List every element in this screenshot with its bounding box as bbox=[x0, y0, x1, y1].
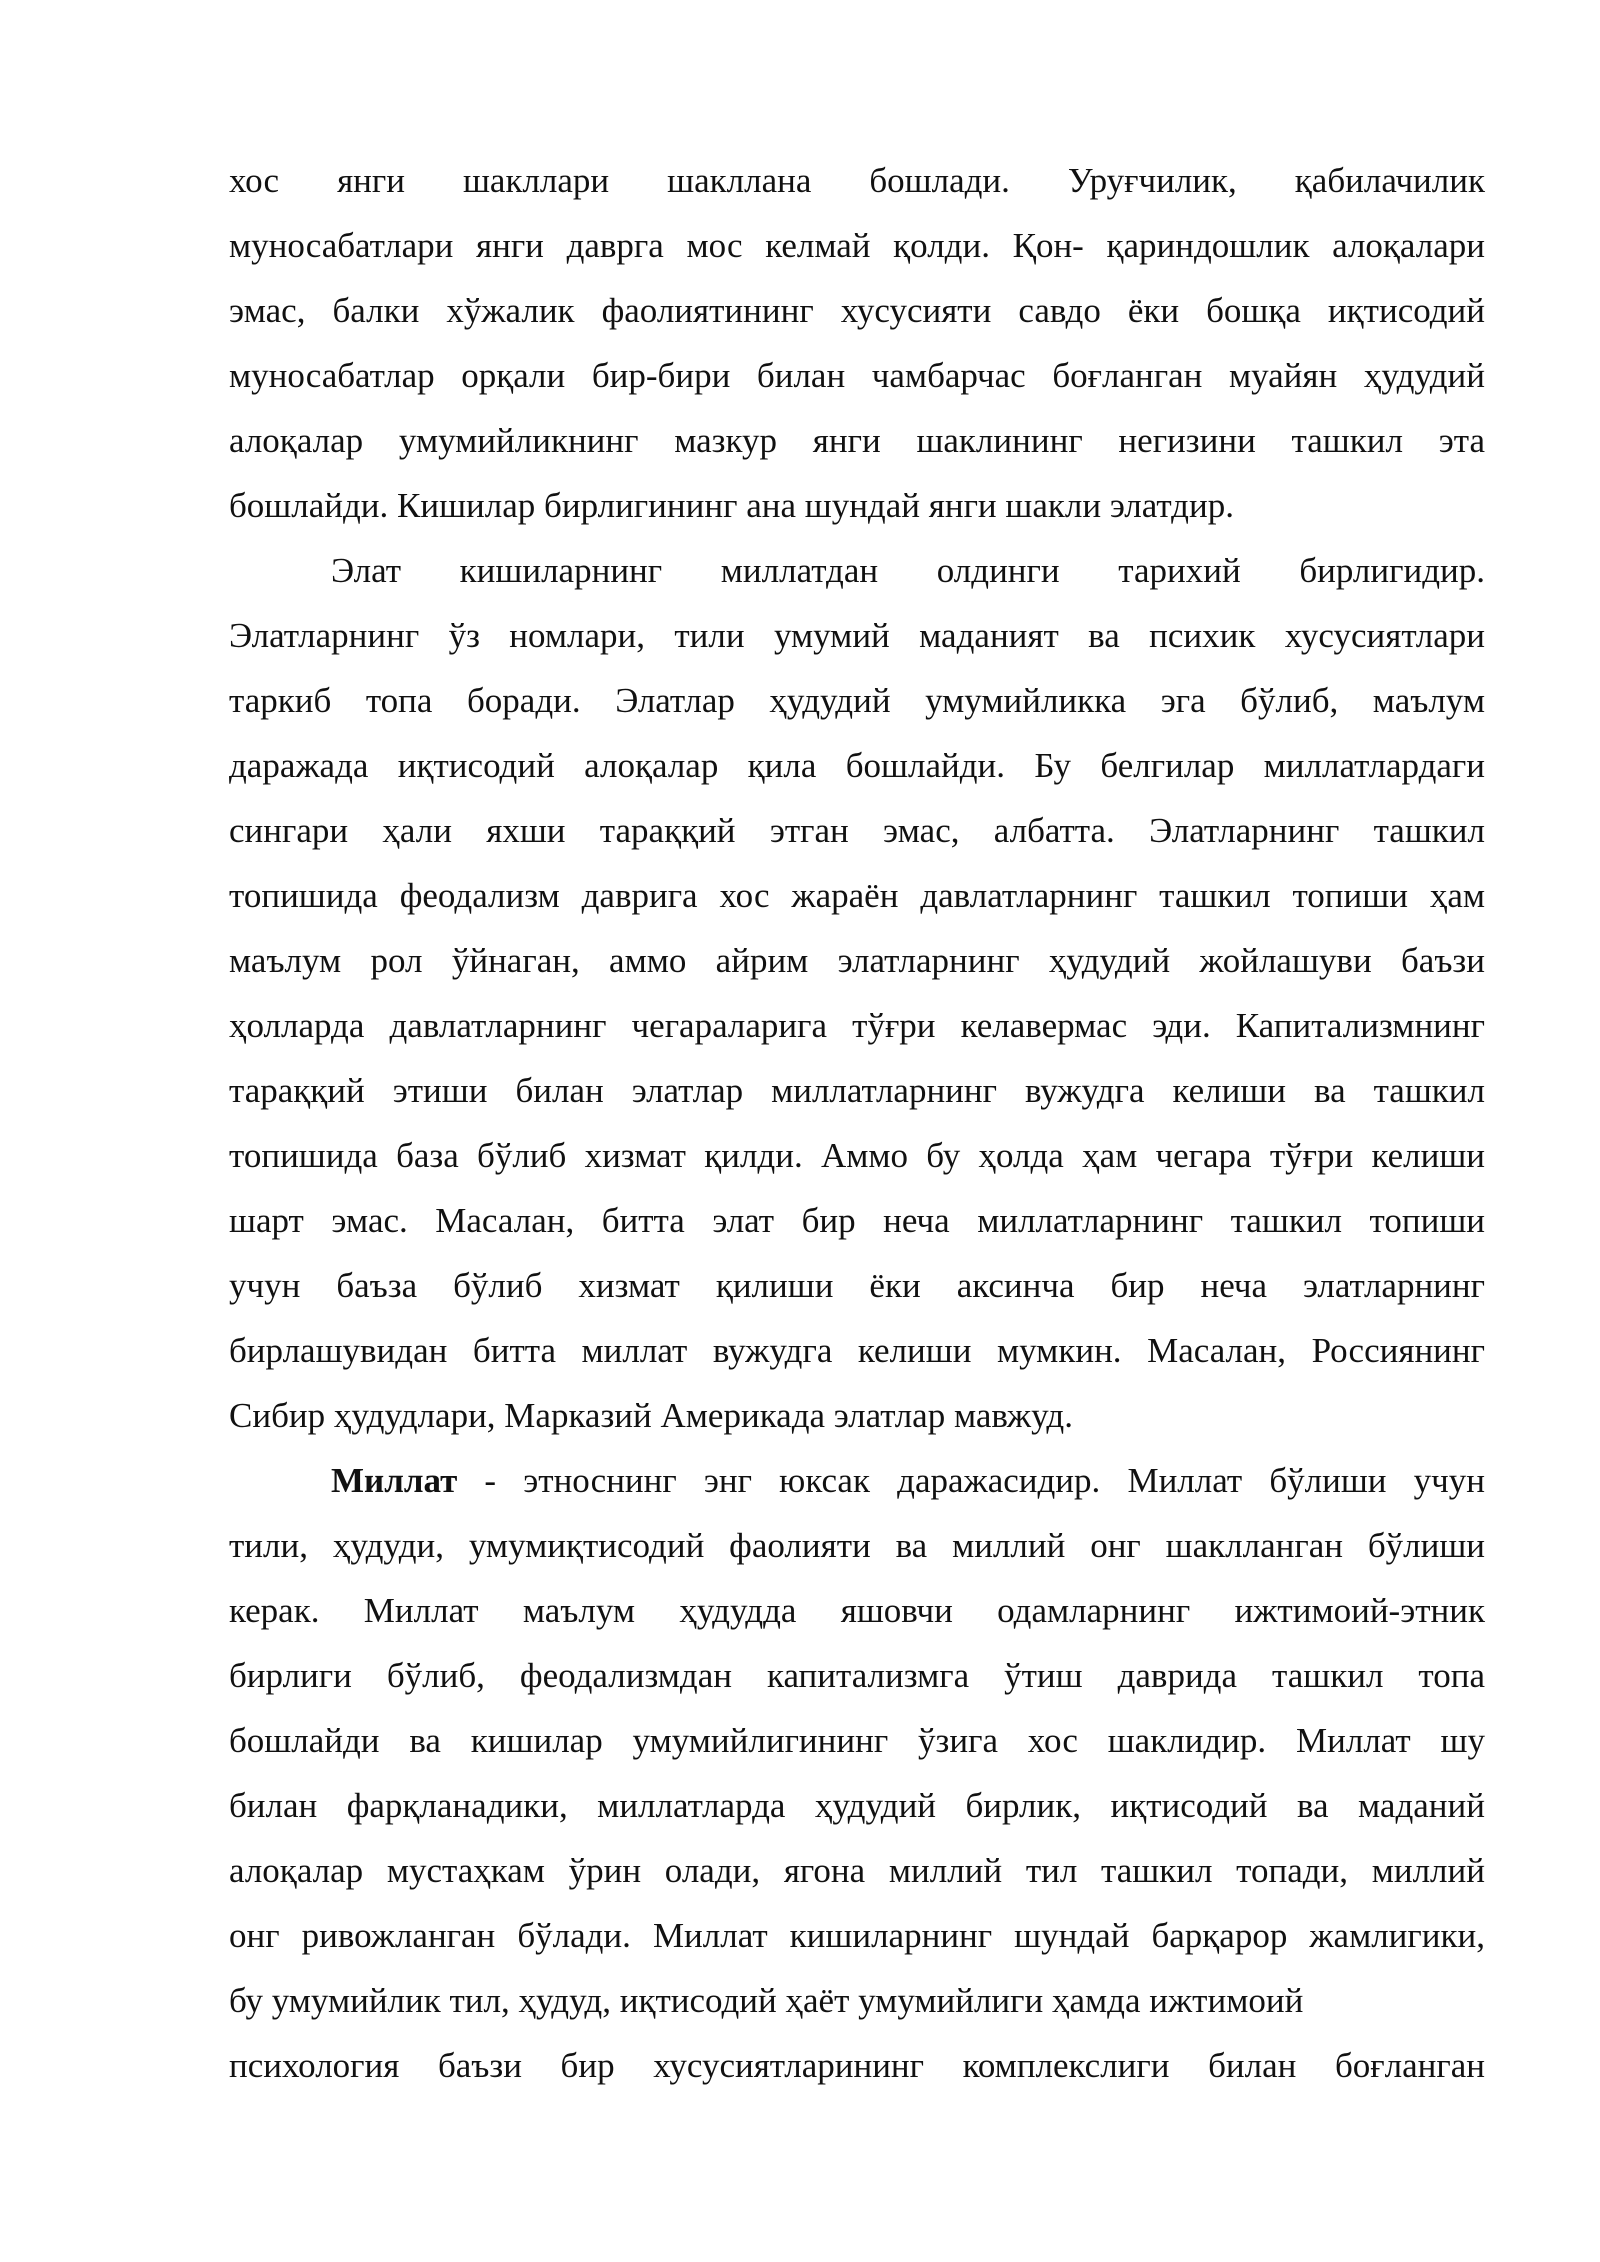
text-line: бу умумийлик тил, ҳудуд, иқтисодий ҳаёт умумийлиги ҳамда ижтимоий bbox=[229, 1981, 1304, 2020]
text-line: таркиб топа боради. Элатлар ҳудудий умумийликка эга бўлиб, маълум bbox=[229, 681, 1485, 720]
text-line: алоқалар мустаҳкам ўрин олади, ягона миллий тил ташкил топади, миллий bbox=[229, 1851, 1485, 1890]
text-line: билан фарқланадики, миллатларда ҳудудий бирлик, иқтисодий ва маданий bbox=[229, 1786, 1485, 1825]
text-line: шарт эмас. Масалан, битта элат бир неча миллатларнинг ташкил топиши bbox=[229, 1201, 1485, 1240]
text-line: маълум рол ўйнаган, аммо айрим элатларнинг ҳудудий жойлашуви баъзи bbox=[229, 941, 1485, 980]
term-millat: Миллат bbox=[331, 1461, 458, 1500]
text-line: Сибир ҳудудлари, Марказий Америкада элатлар мавжуд. bbox=[229, 1396, 1073, 1435]
text-line: сингари ҳали яхши тараққий этган эмас, албатта. Элатларнинг ташкил bbox=[229, 811, 1485, 850]
text-line: тили, ҳудуди, умумиқтисодий фаолияти ва миллий онг шаклланган бўлиши bbox=[229, 1526, 1485, 1565]
text-line: бирлашувидан битта миллат вужудга келиши мумкин. Масалан, Россиянинг bbox=[229, 1331, 1485, 1370]
text-line: психология баъзи бир хусусиятларининг комплекслиги билан боғланган bbox=[229, 2046, 1485, 2085]
text-line: даражада иқтисодий алоқалар қила бошлайди. Бу белгилар миллатлардаги bbox=[229, 746, 1485, 785]
text-line-first bbox=[229, 1448, 1485, 1513]
text-line: топишида феодализм даврига хос жараён давлатларнинг ташкил топиши ҳам bbox=[229, 876, 1485, 915]
text-line-rest: - этноснинг энг юксак даражасидир. Миллат бўлиши учун bbox=[457, 1461, 1485, 1500]
text-line: алоқалар умумийликнинг мазкур янги шаклининг негизини ташкил эта bbox=[229, 421, 1485, 460]
text-line: ҳолларда давлатларнинг чегараларига тўғри келавермас эди. Капитализмнинг bbox=[229, 1006, 1485, 1045]
text-line: эмас, балки хўжалик фаолиятининг хусусияти савдо ёки бошқа иқтисодий bbox=[229, 291, 1485, 330]
text-line: муносабатлари янги даврга мос келмай қолди. Қон- қариндошлик алоқалари bbox=[229, 226, 1485, 265]
paragraph-3 bbox=[229, 1448, 1485, 2098]
text-line: топишида база бўлиб хизмат қилди. Аммо бу ҳолда ҳам чегара тўғри келиши bbox=[229, 1136, 1485, 1175]
text-line: бошлайди. Кишилар бирлигининг ана шундай янги шакли элатдир. bbox=[229, 486, 1234, 525]
text-line: учун баъза бўлиб хизмат қилиши ёки аксинча бир неча элатларнинг bbox=[229, 1266, 1485, 1305]
text-line: тараққий этиши билан элатлар миллатларнинг вужудга келиши ва ташкил bbox=[229, 1071, 1485, 1110]
text-line: бошлайди ва кишилар умумийлигининг ўзига хос шаклидир. Миллат шу bbox=[229, 1721, 1485, 1760]
paragraph-2 bbox=[229, 538, 1485, 1448]
document-page bbox=[229, 148, 1485, 2098]
text-line: Элат кишиларнинг миллатдан олдинги тарихий бирлигидир. bbox=[331, 551, 1485, 590]
text-line: онг ривожланган бўлади. Миллат кишиларнинг шундай барқарор жамлигики, bbox=[229, 1916, 1485, 1955]
text-line: бирлиги бўлиб, феодализмдан капитализмга ўтиш даврида ташкил топа bbox=[229, 1656, 1485, 1695]
text-line: Элатларнинг ўз номлари, тили умумий маданият ва психик хусусиятлари bbox=[229, 616, 1485, 655]
paragraph-1 bbox=[229, 148, 1485, 538]
text-line: хос янги шакллари шакллана бошлади. Уруғчилик, қабилачилик bbox=[229, 161, 1485, 200]
text-line: муносабатлар орқали бир-бири билан чамбарчас боғланган муайян ҳудудий bbox=[229, 356, 1485, 395]
text-line: керак. Миллат маълум ҳудудда яшовчи одамларнинг ижтимоий-этник bbox=[229, 1591, 1485, 1630]
